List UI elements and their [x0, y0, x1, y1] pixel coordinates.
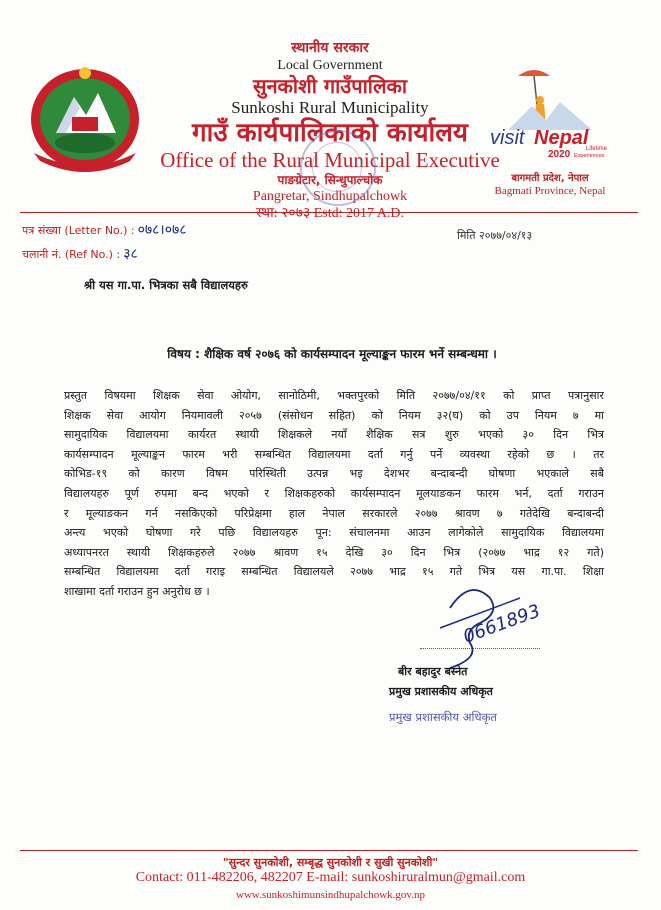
signatory-stamp: प्रमुख प्रशासकीय अधिकृत [389, 710, 497, 724]
letter-number [22, 220, 187, 239]
letter-number-label: पत्र संख्या (Letter No.) : [22, 224, 135, 237]
handwritten-signature [410, 568, 560, 678]
office-stamp [300, 130, 376, 206]
body-line: विद्यालयहरु पूर्ण रुपमा बन्द भएको र शिक्षकहरुको कार्यसम्पादन मूलयाङकन फारम भर्न, दर्ता गराउन [64, 486, 604, 500]
nepal-emblem-icon [26, 63, 144, 175]
body-line: र मूल्याङकन गर्न नसकिएको परिप्रेक्षमा हाल नेपाल सरकारले २०७७ श्रावण ७ गतेदेखि बन्दाबन्दी [64, 506, 604, 520]
province-en: Bagmati Province, Nepal [494, 185, 606, 197]
municipality-name-en: Sunkoshi Rural Municipality [231, 98, 429, 117]
recipient: श्री यस गा.पा. भित्रका सबै विद्यालयहरु [84, 278, 248, 292]
visit-nepal-logo [488, 62, 612, 162]
signature-note: 0661893 [460, 600, 544, 648]
body-line: सामुदायिक विद्यालयमा कार्यरत स्थायी शिक्षकले नयाँ शैक्षिक सत्र शुरु भएको ३० दिन भित्र [64, 428, 604, 442]
established-date: स्था: २०७३ Estd: 2017 A.D. [256, 206, 404, 221]
signature-line [420, 648, 540, 649]
office-name-en: Office of the Rural Municipal Executive [160, 148, 500, 172]
body-line: अध्यापनरत स्थायी शिक्षकहरुले २०७७ श्रावण १५ देखि ३० दिन भित्र (२०७७ भाद्र १२ गते) [64, 545, 604, 559]
reference-number-value: ३८ [123, 246, 138, 262]
province-np: बागमती प्रदेश, नेपाल [511, 173, 589, 184]
footer-contact: Contact: 011-482206, 482207 E-mail: sunkoshiruralmun@gmail.com [135, 870, 526, 885]
lifetime-text: Lifetime [586, 146, 608, 152]
body-line: शिक्षक सेवा आयोग नियमावली २०५७ (संसोधन सहित) को नियम ३२(घ) को उप नियम ७ मा [64, 408, 604, 422]
visit-text: visit [490, 127, 525, 149]
province-block [470, 172, 630, 198]
letter-number-value: ०७८।०७८ [137, 222, 187, 238]
body-line: प्रस्तुत विषयमा शिक्षक सेवा ओयोग, सानोठिमी, भक्तपुरको मिति २०७७/०४/११ को प्राप्त पत्रानुसार [64, 389, 604, 402]
footer-slogan: "सुन्दर सुनकोशी, सम्बृद्ध सुनकोशी र सुखी सुनकोशी" [222, 856, 439, 869]
footer-divider [20, 850, 638, 851]
nepal-text: Nepal [534, 127, 589, 149]
footer-website: www.sunkoshimunsindhupalchowk.gov.np [236, 889, 425, 901]
signatory-name: बीर बहादुर बस्नेत [398, 665, 468, 678]
municipality-name-np: सुनकोशी गाउँपालिका [252, 74, 408, 98]
body-line: अन्त्य भएको घोषणा गरे पछि विद्यालयहरु पून: संचालनमा आउन लागेकोले सामुदायिक विद्यालयमा [64, 526, 604, 540]
experiences-text: Experiences [574, 153, 605, 159]
body-line: कोभिड-१९ को कारण विषम परिस्थिती उत्पन्न भइ देशभर बन्दाबन्दी घोषणा भएकाले सबै [64, 467, 604, 481]
year-text: 2020 [548, 149, 571, 160]
subject-line: विषय : शैक्षिक वर्ष २०७६ को कार्यसम्पादन मूल्याङ्कन फारम भर्ने सम्बन्धमा । [167, 347, 497, 361]
local-government-en: Local Government [277, 58, 383, 73]
reference-number-label: चलानी नं. (Ref No.) : [22, 248, 121, 261]
reference-number [22, 244, 138, 263]
body-line: शाखामा दर्ता गराउन हुन अनुरोध छ । [64, 584, 210, 598]
address-np: पाङग्रेटार, सिन्धुपाल्चोक [277, 173, 383, 187]
letter-date: मिति २०७७/०४/१३ [457, 229, 533, 242]
header-divider [20, 212, 638, 213]
office-name-np: गाउँ कार्यपालिकाको कार्यालय [192, 118, 468, 148]
address-en: Pangretar, Sindhupalchowk [252, 189, 408, 204]
body-line: सम्बन्धित विद्यालयमा दर्ता गराइ सम्बन्धित विद्यालयले २०७७ भाद्र १५ गते भित्र यस गा.पा. शिक्षा [64, 565, 604, 579]
signatory-title: प्रमुख प्रशासकीय अधिकृत [389, 685, 493, 698]
body-line: कार्यसम्पादन मूल्याङ्कन फारम भरी सम्बन्धित विद्यालयमा दर्ता गर्नु पर्ने व्यवस्था रहेको छ । तर [64, 447, 604, 461]
local-government-np: स्थानीय सरकार [291, 40, 369, 56]
